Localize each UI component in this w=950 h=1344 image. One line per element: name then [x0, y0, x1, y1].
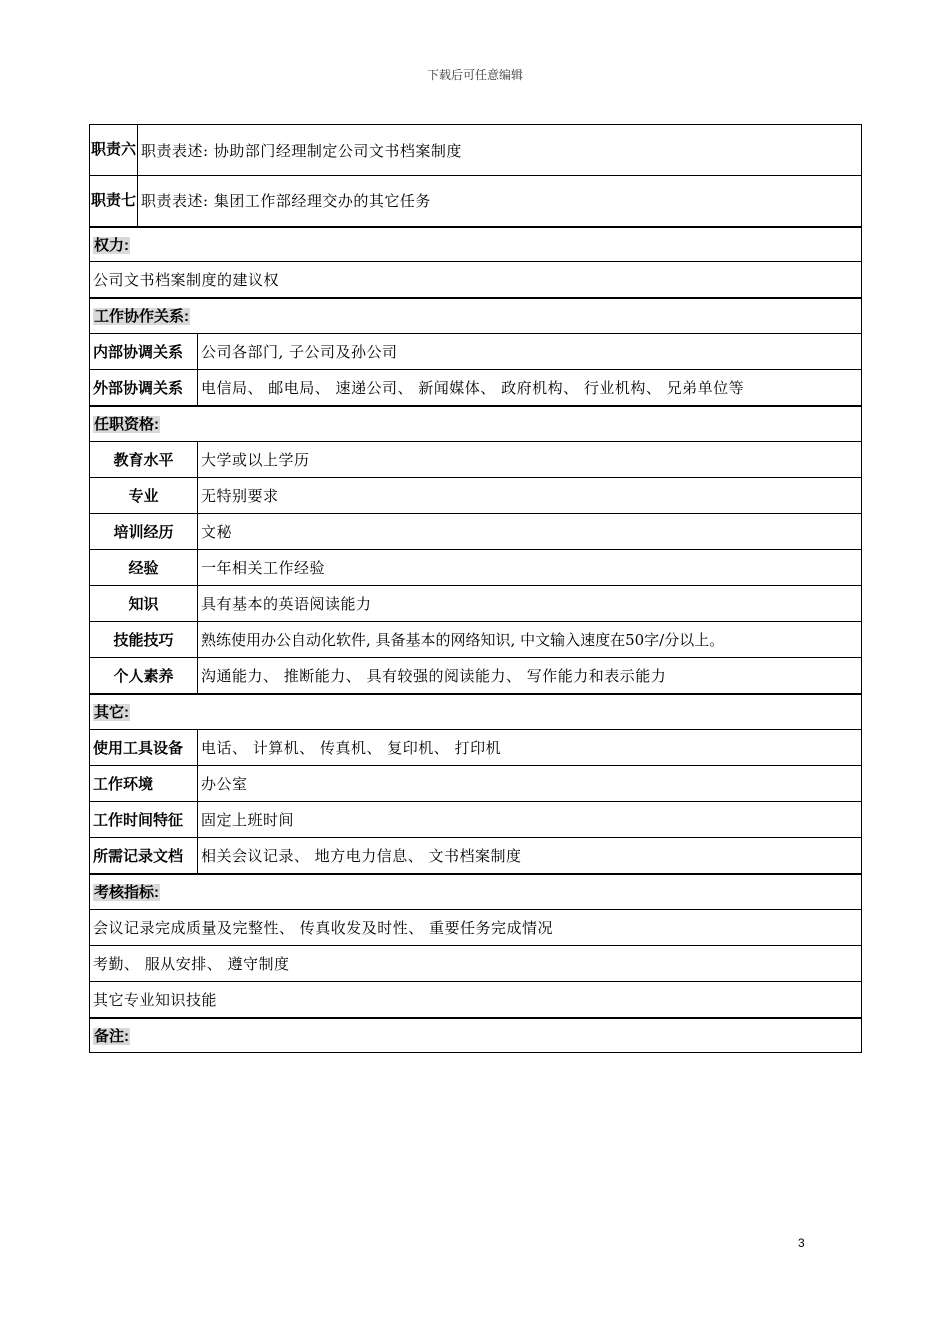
- relation-label: 内部协调关系: [90, 334, 198, 370]
- duty-label: 职责六: [90, 125, 138, 176]
- other-row: [90, 802, 862, 838]
- qualification-value: 无特别要求: [198, 478, 862, 514]
- kpi-item: 会议记录完成质量及完整性、 传真收发及时性、 重要任务完成情况: [90, 910, 862, 946]
- other-label: 使用工具设备: [90, 730, 198, 766]
- qualification-row: [90, 622, 862, 658]
- kpi-item: 其它专业知识技能: [90, 982, 862, 1018]
- authority-text: 公司文书档案制度的建议权: [90, 262, 862, 298]
- qualification-value: 熟练使用办公自动化软件, 具备基本的网络知识, 中文输入速度在50字/分以上。: [198, 622, 862, 658]
- qualification-value: 具有基本的英语阅读能力: [198, 586, 862, 622]
- qualification-label: 经验: [90, 550, 198, 586]
- qualification-row: [90, 514, 862, 550]
- qualification-value: 大学或以上学历: [198, 442, 862, 478]
- qualification-row: [90, 586, 862, 622]
- other-value: 相关会议记录、 地方电力信息、 文书档案制度: [198, 838, 862, 874]
- section-title: 任职资格:: [94, 416, 159, 434]
- other-value: 电话、 计算机、 传真机、 复印机、 打印机: [198, 730, 862, 766]
- duty-label: 职责七: [90, 176, 138, 227]
- kpi-row: [90, 910, 862, 946]
- relation-row-internal: [90, 334, 862, 370]
- section-kpi-header: [90, 874, 862, 910]
- section-title: 考核指标:: [94, 884, 159, 902]
- qualification-row: [90, 478, 862, 514]
- qualification-label: 知识: [90, 586, 198, 622]
- relation-value: 电信局、 邮电局、 速递公司、 新闻媒体、 政府机构、 行业机构、 兄弟单位等: [198, 370, 862, 406]
- authority-row: [90, 262, 862, 298]
- section-qualifications-header: [90, 406, 862, 442]
- other-label: 工作时间特征: [90, 802, 198, 838]
- other-row: [90, 766, 862, 802]
- qualification-row: [90, 442, 862, 478]
- job-description-table: [89, 124, 862, 1053]
- kpi-row: [90, 946, 862, 982]
- section-title: 权力:: [94, 236, 129, 254]
- duty-text: 职责表述: 集团工作部经理交办的其它任务: [138, 176, 862, 227]
- kpi-row: [90, 982, 862, 1018]
- section-authority-header: [90, 227, 862, 262]
- qualification-value: 沟通能力、 推断能力、 具有较强的阅读能力、 写作能力和表示能力: [198, 658, 862, 694]
- section-remarks-header: [90, 1018, 862, 1053]
- qualification-label: 个人素养: [90, 658, 198, 694]
- section-title: 工作协作关系:: [94, 308, 189, 326]
- qualification-label: 教育水平: [90, 442, 198, 478]
- section-relations-header: [90, 298, 862, 334]
- qualification-label: 培训经历: [90, 514, 198, 550]
- duty-row-6: [90, 125, 862, 176]
- other-value: 办公室: [198, 766, 862, 802]
- qualification-row: [90, 658, 862, 694]
- section-other-header: [90, 694, 862, 730]
- qualification-value: 文秘: [198, 514, 862, 550]
- page-number: 3: [798, 1236, 805, 1250]
- qualification-label: 技能技巧: [90, 622, 198, 658]
- other-row: [90, 730, 862, 766]
- kpi-item: 考勤、 服从安排、 遵守制度: [90, 946, 862, 982]
- other-label: 工作环境: [90, 766, 198, 802]
- other-value: 固定上班时间: [198, 802, 862, 838]
- qualification-label: 专业: [90, 478, 198, 514]
- relation-label: 外部协调关系: [90, 370, 198, 406]
- relation-row-external: [90, 370, 862, 406]
- duty-row-7: [90, 176, 862, 227]
- header-note: 下载后可任意编辑: [426, 68, 523, 82]
- other-row: [90, 838, 862, 874]
- duty-text: 职责表述: 协助部门经理制定公司文书档案制度: [138, 125, 862, 176]
- relation-value: 公司各部门, 子公司及孙公司: [198, 334, 862, 370]
- qualification-value: 一年相关工作经验: [198, 550, 862, 586]
- other-label: 所需记录文档: [90, 838, 198, 874]
- section-title: 备注:: [94, 1027, 129, 1045]
- section-title: 其它:: [94, 704, 129, 722]
- qualification-row: [90, 550, 862, 586]
